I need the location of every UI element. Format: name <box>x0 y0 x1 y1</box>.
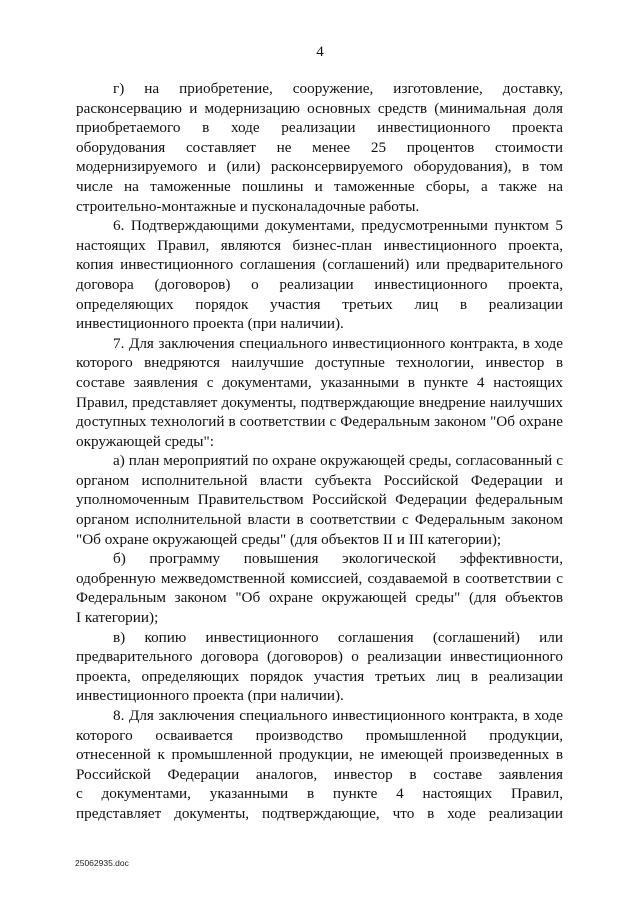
document-body <box>76 79 563 824</box>
text-line: отнесенной к промышленной продукции, не имеющей произведенных в <box>76 746 563 764</box>
text-line: договора (договоров) о реализации инвестиционного проекта, <box>76 275 563 293</box>
text-line: настоящих Правил, являются бизнес-план инвестиционного проекта, <box>76 236 563 254</box>
text-line: приобретаемого в ходе реализации инвестиционного проекта <box>76 119 563 137</box>
text-line: которого внедряются наилучшие доступные технологии, инвестор в <box>76 354 563 372</box>
text-line: окружающей среды": <box>76 432 214 450</box>
text-line: составе заявления с документами, указанными в пункте 4 настоящих <box>76 373 563 391</box>
text-line: доступных технологий в соответствии с Федеральным законом "Об охране <box>76 413 563 431</box>
text-line: органом исполнительной власти субъекта Российской Федерации и <box>76 471 563 489</box>
file-name-label: 25062935.doc <box>75 858 129 868</box>
text-line: I категории); <box>76 609 159 627</box>
text-line: б) программу повышения экологической эффективности, <box>113 550 563 568</box>
text-line: проекта, определяющих порядок участия третьих лиц в реализации <box>76 667 563 685</box>
text-line: г) на приобретение, сооружение, изготовление, доставку, <box>113 80 563 97</box>
text-line: "Об охране окружающей среды" (для объектов II и III категории); <box>76 530 502 548</box>
text-line: Правил, представляет документы, подтверждающие внедрение наилучших <box>76 393 563 411</box>
text-line: Российской Федерации аналогов, инвестор в составе заявления <box>76 765 563 783</box>
text-line: 7. Для заключения специального инвестиционного контракта, в ходе <box>113 334 563 352</box>
text-line: предварительного договора (договоров) о реализации инвестиционного <box>76 648 563 666</box>
text-line: модернизируемого и (или) расконсервируемого оборудования), в том <box>76 158 563 176</box>
text-line: 6. Подтверждающими документами, предусмотренными пунктом 5 <box>113 217 563 235</box>
text-line: определяющих порядок участия третьих лиц в реализации <box>76 295 563 313</box>
text-line: одобренную межведомственной комиссией, создаваемой в соответствии с <box>76 569 563 587</box>
text-line: числе на таможенные пошлины и таможенные сборы, а также на <box>76 177 563 195</box>
text-line: в) копию инвестиционного соглашения (соглашений) или <box>113 628 563 646</box>
text-line: 8. Для заключения специального инвестиционного контракта, в ходе <box>113 707 563 724</box>
text-line: представляет документы, подтверждающие, что в ходе реализации <box>76 804 563 822</box>
text-line: расконсервацию и модернизацию основных средств (минимальная доля <box>76 99 563 117</box>
text-line: копия инвестиционного соглашения (соглашений) или предварительного <box>76 256 563 274</box>
text-line: с документами, указанными в пункте 4 настоящих Правил, <box>76 785 563 803</box>
text-line: инвестиционного проекта (при наличии). <box>76 687 344 705</box>
text-line: органом исполнительной власти в соответствии с Федеральным законом <box>76 511 563 529</box>
text-line: а) план мероприятий по охране окружающей среды, согласованный с <box>113 452 563 470</box>
text-line: Федеральным законом "Об охране окружающей среды" (для объектов <box>76 589 563 607</box>
text-line: строительно-монтажные и пусконаладочные работы. <box>76 197 420 215</box>
text-line: инвестиционного проекта (при наличии). <box>76 315 344 333</box>
text-line: оборудования составляет не менее 25 процентов стоимости <box>76 138 563 156</box>
page-number: 4 <box>316 44 324 60</box>
text-line: которого осваивается производство промышленной продукции, <box>76 726 563 744</box>
text-line: уполномоченным Правительством Российской Федерации федеральным <box>76 491 563 509</box>
